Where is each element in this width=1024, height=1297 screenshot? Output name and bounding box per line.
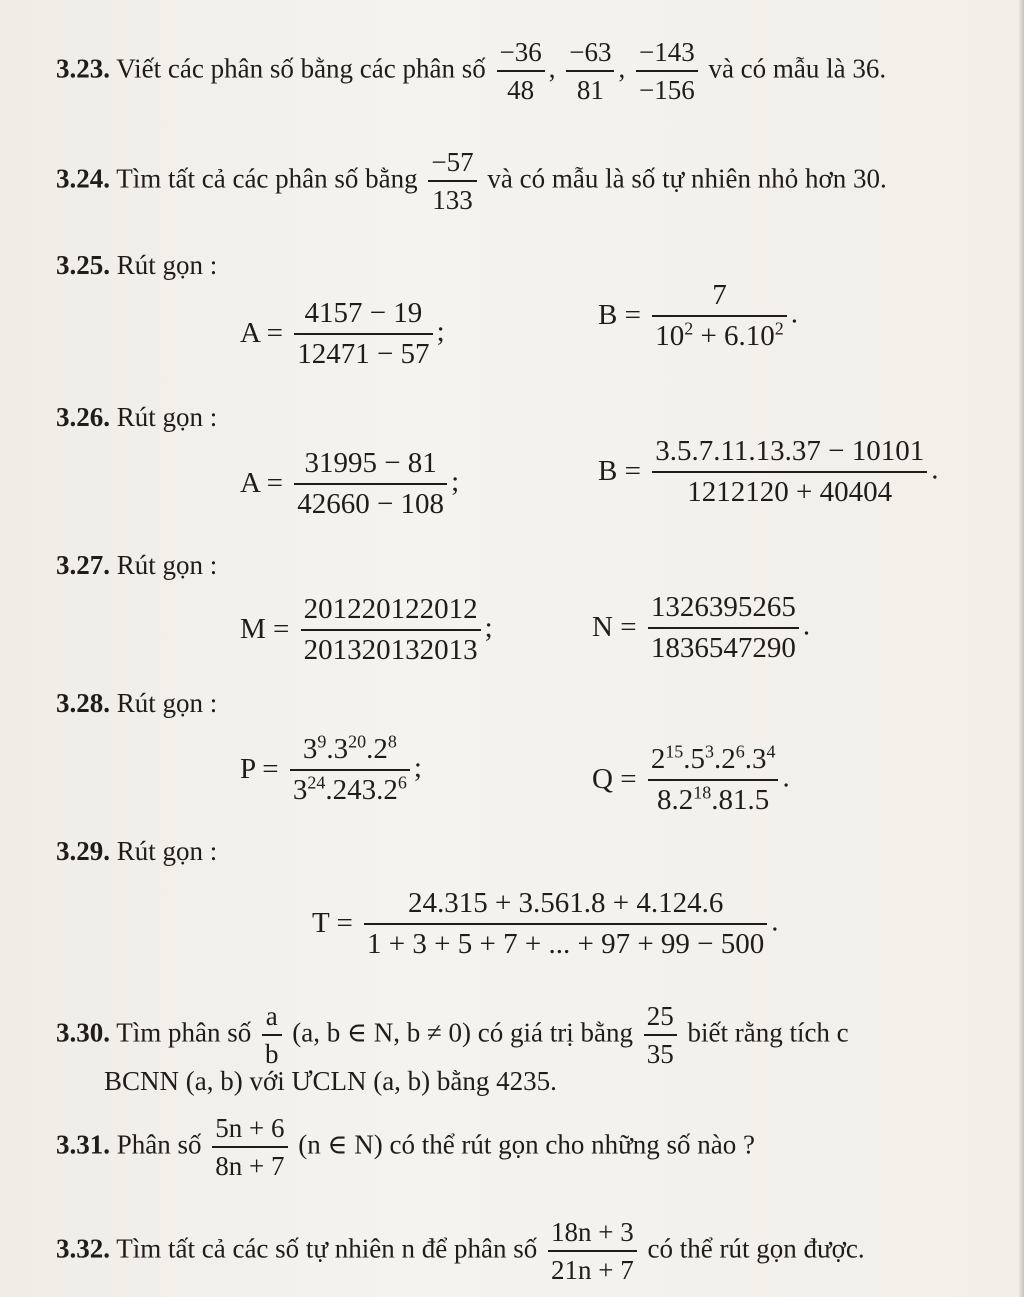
problem-number: 3.30. — [56, 1017, 110, 1048]
fraction: $\frac{3.5.7.11.13.37 - 10101}{1212120 + 40404}$ — [652, 434, 927, 510]
problem-text: Rút gọn : — [116, 250, 218, 280]
problem-tail: và có mẫu là số tự nhiên nhỏ hơn 30. — [487, 163, 887, 194]
expression-q: Q = $\frac{2^{15}.5^3.2^6.3^4}{8.2^{18}.81.5}$ . — [592, 741, 790, 816]
fraction: $\frac{2^{15}.5^3.2^6.3^4}{8.2^{18}.81.5}$ — [648, 742, 779, 818]
problem-text: Rút gọn : — [116, 402, 218, 432]
problem-tail: (n ∈ N) có thể rút gọn cho những số nào ? — [298, 1129, 756, 1160]
expression-t: T = $\frac{24.315 + 3.561.8 + 4.124.6}{1 + 3 + 5 + 7 + ... + 97 + 99 - 500}$ . — [312, 887, 779, 960]
problem-3-27 — [56, 552, 217, 579]
problem-text: Tìm tất cả các số tự nhiên n để phân số — [116, 1233, 538, 1264]
expression-b: B = $\frac{7}{10^2 + 6.10^2}$ . — [598, 279, 799, 352]
problem-3-26 — [56, 404, 217, 431]
problem-3-25 — [56, 252, 217, 279]
problem-number: 3.27. — [56, 550, 110, 580]
problem-tail: biết rằng tích c — [687, 1017, 849, 1048]
problem-3-32 — [56, 1216, 865, 1287]
problem-number: 3.24. — [56, 163, 110, 194]
fraction: $\frac{-143}{-156}$ — [636, 36, 698, 107]
problem-tail: và có mẫu là 36. — [708, 53, 887, 84]
problem-number: 3.31. — [56, 1129, 110, 1160]
fraction: $\frac{201220122012}{201320132013}$ — [301, 592, 481, 668]
problem-condition: (a, b ∈ N, b ≠ 0) có giá trị bằng — [292, 1017, 633, 1048]
problem-3-29 — [56, 838, 217, 865]
problem-text: Rút gọn : — [116, 836, 218, 866]
fraction: $\frac{5n + 6}{8n + 7}$ — [212, 1112, 287, 1183]
expression-m: M = $\frac{201220122012}{201320132013}$ ; — [240, 593, 493, 666]
fraction: $\frac{1326395265}{1836547290}$ — [648, 590, 799, 666]
fraction: $\frac{3^9.3^{20}.2^8}{3^{24}.243.2^6}$ — [290, 732, 410, 808]
problem-number: 3.26. — [56, 402, 110, 432]
problem-3-30 — [56, 1000, 849, 1071]
fraction: $\frac{4157 - 19}{12471 - 57}$ — [294, 296, 432, 372]
fraction: $\frac{25}{35}$ — [644, 1000, 677, 1071]
expression-b: B = $\frac{3.5.7.11.13.37 - 10101}{1212120 + 40404}$ . — [598, 435, 939, 508]
problem-text: Rút gọn : — [116, 550, 218, 580]
problem-text: Phân số — [116, 1129, 202, 1160]
expression-p: P = $\frac{3^9.3^{20}.2^8}{3^{24}.243.2^6}$ ; — [240, 731, 422, 806]
problem-tail: có thể rút gọn được. — [647, 1233, 865, 1264]
expression-a: A = $\frac{4157 - 19}{12471 - 57}$ ; — [240, 297, 445, 370]
problem-number: 3.25. — [56, 250, 110, 280]
page-edge-shadow — [1018, 0, 1024, 1297]
problem-text: Rút gọn : — [116, 688, 218, 718]
fraction: $\frac{a}{b}$ — [262, 1000, 282, 1071]
fraction: $\frac{31995 - 81}{42660 - 108}$ — [294, 446, 447, 522]
problem-number: 3.28. — [56, 688, 110, 718]
problem-3-30-line2: BCNN (a, b) với ƯCLN (a, b) bằng 4235. — [104, 1066, 557, 1096]
problem-text: Viết các phân số bằng các phân số — [116, 53, 486, 84]
problem-3-24 — [56, 146, 887, 217]
expression-a: A = $\frac{31995 - 81}{42660 - 108}$ ; — [240, 447, 460, 520]
problem-number: 3.23. — [56, 53, 110, 84]
problem-text: Tìm tất cả các phân số bằng — [116, 163, 418, 194]
problem-number: 3.32. — [56, 1233, 110, 1264]
fraction: $\frac{24.315 + 3.561.8 + 4.124.6}{1 + 3 + 5 + 7 + ... + 97 + 99 - 500}$ — [364, 886, 767, 962]
problem-3-23: 3.23. Viết các phân số bằng các phân số $\frac{-36}{48}$ , $\frac{-63}{81}$ , $\frac{-143}{-156}$ và có mẫu là 36. — [56, 37, 887, 106]
problem-text: Tìm phân số — [116, 1017, 252, 1048]
fraction: $\frac{7}{10^2 + 6.10^2}$ — [652, 278, 787, 354]
problem-3-31 — [56, 1112, 755, 1183]
problem-number: 3.29. — [56, 836, 110, 866]
fraction: $\frac{-36}{48}$ — [497, 36, 545, 107]
problem-3-28 — [56, 690, 217, 717]
fraction: $\frac{-57}{133}$ — [428, 146, 476, 217]
expression-n: N = $\frac{1326395265}{1836547290}$ . — [592, 591, 811, 664]
fraction: $\frac{18n + 3}{21n + 7}$ — [548, 1216, 637, 1287]
fraction: $\frac{-63}{81}$ — [566, 36, 614, 107]
